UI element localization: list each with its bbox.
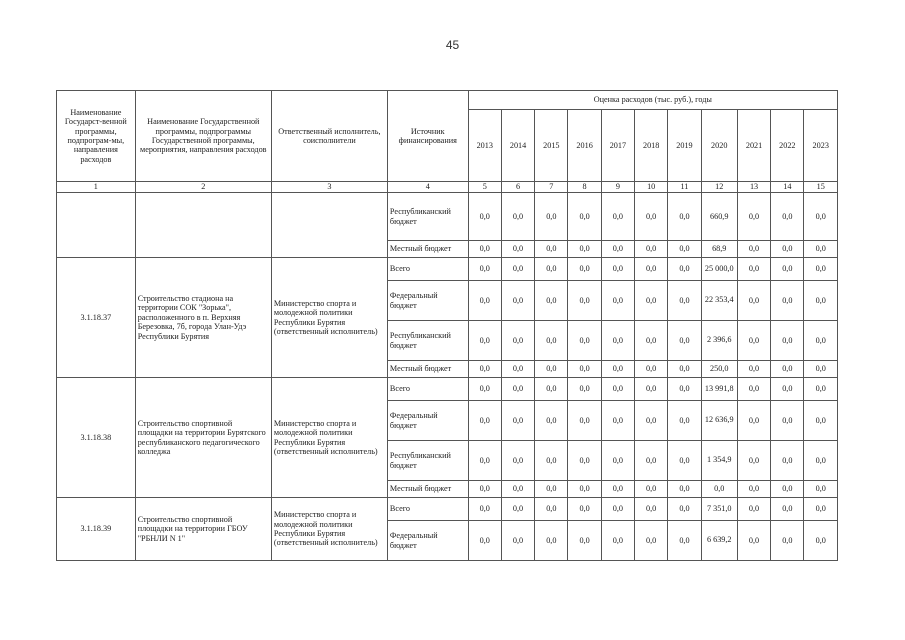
value-cell: 0,0 — [601, 241, 634, 258]
table-row — [57, 498, 838, 521]
value-cell: 0,0 — [601, 498, 634, 521]
value-cell: 0,0 — [635, 378, 668, 401]
column-number: 13 — [737, 182, 770, 193]
value-cell: 0,0 — [468, 193, 501, 241]
value-cell: 0,0 — [635, 241, 668, 258]
funding-source: Республиканский бюджет — [387, 321, 468, 361]
column-number: 4 — [387, 182, 468, 193]
value-cell: 0,0 — [771, 361, 804, 378]
year-header: 2013 — [468, 109, 501, 181]
item-executor: Министерство спорта и молодежной политики Республики Бурятия (ответственный исполнитель) — [271, 258, 387, 378]
page-number: 45 — [445, 38, 460, 52]
value-cell: 0,0 — [635, 321, 668, 361]
column-number: 1 — [57, 182, 136, 193]
value-cell: 0,0 — [535, 241, 568, 258]
value-cell: 0,0 — [804, 258, 838, 281]
value-cell: 0,0 — [501, 281, 534, 321]
column-number: 7 — [535, 182, 568, 193]
value-cell: 0,0 — [535, 378, 568, 401]
item-executor: Министерство спорта и молодежной политики Республики Бурятия (ответственный исполнитель) — [271, 498, 387, 561]
value-cell: 0,0 — [668, 481, 701, 498]
funding-source: Федеральный бюджет — [387, 401, 468, 441]
column-number: 12 — [701, 182, 737, 193]
column-number: 9 — [601, 182, 634, 193]
value-cell: 0,0 — [635, 401, 668, 441]
table-row — [57, 378, 838, 401]
value-cell: 0,0 — [635, 258, 668, 281]
value-cell: 0,0 — [568, 521, 601, 561]
value-cell: 0,0 — [568, 241, 601, 258]
value-cell: 0,0 — [771, 521, 804, 561]
table-row — [57, 258, 838, 281]
value-cell: 0,0 — [668, 521, 701, 561]
value-cell: 0,0 — [601, 361, 634, 378]
header-col2: Наименование Государственной программы, подпрограммы Государственной программы, мероприятия, направления расходов — [135, 91, 271, 182]
year-header: 2022 — [771, 109, 804, 181]
header-col3: Ответственный исполнитель, соисполнители — [271, 91, 387, 182]
year-header: 2018 — [635, 109, 668, 181]
value-cell: 0,0 — [501, 521, 534, 561]
continuation-executor — [271, 193, 387, 258]
value-cell: 0,0 — [737, 521, 770, 561]
header-expenses: Оценка расходов (тыс. руб.), годы — [468, 91, 837, 110]
header-col1: Наименование Государст-венной программы, подпрограм-мы, направления расходов — [57, 91, 136, 182]
value-cell: 0,0 — [568, 281, 601, 321]
year-header: 2021 — [737, 109, 770, 181]
value-cell: 0,0 — [635, 498, 668, 521]
value-cell: 0,0 — [804, 281, 838, 321]
value-cell: 0,0 — [635, 521, 668, 561]
value-cell: 0,0 — [568, 193, 601, 241]
value-cell: 0,0 — [668, 401, 701, 441]
value-cell: 6 639,2 — [701, 521, 737, 561]
value-cell: 0,0 — [635, 441, 668, 481]
value-cell: 0,0 — [668, 498, 701, 521]
header-col4: Источник финансирования — [387, 91, 468, 182]
column-number: 6 — [501, 182, 534, 193]
item-code: 3.1.18.38 — [57, 378, 136, 498]
value-cell: 0,0 — [568, 498, 601, 521]
item-name: Строительство стадиона на территории СОК "Зорька", расположенного в п. Верхняя Березовка, 7б, города Улан-Удэ Республики Бурятия — [135, 258, 271, 378]
value-cell: 0,0 — [601, 321, 634, 361]
value-cell: 0,0 — [535, 498, 568, 521]
value-cell: 0,0 — [601, 441, 634, 481]
column-number: 10 — [635, 182, 668, 193]
value-cell: 0,0 — [501, 378, 534, 401]
value-cell: 0,0 — [468, 241, 501, 258]
value-cell: 0,0 — [501, 498, 534, 521]
year-header: 2016 — [568, 109, 601, 181]
value-cell: 0,0 — [804, 193, 838, 241]
value-cell: 0,0 — [771, 281, 804, 321]
value-cell: 0,0 — [737, 281, 770, 321]
value-cell: 0,0 — [771, 441, 804, 481]
column-number: 8 — [568, 182, 601, 193]
value-cell: 0,0 — [737, 498, 770, 521]
value-cell: 0,0 — [771, 378, 804, 401]
value-cell: 0,0 — [535, 193, 568, 241]
year-header: 2023 — [804, 109, 838, 181]
year-header: 2015 — [535, 109, 568, 181]
value-cell: 0,0 — [771, 241, 804, 258]
value-cell: 0,0 — [771, 258, 804, 281]
value-cell: 0,0 — [501, 401, 534, 441]
value-cell: 13 991,8 — [701, 378, 737, 401]
funding-source: Федеральный бюджет — [387, 521, 468, 561]
item-name: Строительство спортивной площадки на территории Бурятского республиканского педагогического колледжа — [135, 378, 271, 498]
value-cell: 0,0 — [804, 321, 838, 361]
value-cell: 2 396,6 — [701, 321, 737, 361]
value-cell: 0,0 — [601, 521, 634, 561]
value-cell: 0,0 — [501, 361, 534, 378]
year-header: 2019 — [668, 109, 701, 181]
value-cell: 0,0 — [737, 481, 770, 498]
column-number: 5 — [468, 182, 501, 193]
value-cell: 0,0 — [468, 321, 501, 361]
value-cell: 0,0 — [804, 361, 838, 378]
item-executor: Министерство спорта и молодежной политики Республики Бурятия (ответственный исполнитель) — [271, 378, 387, 498]
funding-source: Всего — [387, 498, 468, 521]
value-cell: 0,0 — [501, 321, 534, 361]
value-cell: 0,0 — [668, 193, 701, 241]
value-cell: 0,0 — [601, 281, 634, 321]
funding-source: Всего — [387, 378, 468, 401]
value-cell: 0,0 — [804, 521, 838, 561]
continuation-name — [135, 193, 271, 258]
value-cell: 0,0 — [737, 441, 770, 481]
value-cell: 0,0 — [737, 241, 770, 258]
value-cell: 0,0 — [501, 193, 534, 241]
value-cell: 12 636,9 — [701, 401, 737, 441]
value-cell: 0,0 — [568, 441, 601, 481]
value-cell: 0,0 — [668, 321, 701, 361]
value-cell: 0,0 — [601, 193, 634, 241]
value-cell: 0,0 — [568, 258, 601, 281]
value-cell: 0,0 — [737, 361, 770, 378]
value-cell: 0,0 — [501, 258, 534, 281]
value-cell: 22 353,4 — [701, 281, 737, 321]
value-cell: 7 351,0 — [701, 498, 737, 521]
item-code: 3.1.18.37 — [57, 258, 136, 378]
value-cell: 0,0 — [568, 481, 601, 498]
value-cell: 0,0 — [468, 498, 501, 521]
value-cell: 0,0 — [771, 401, 804, 441]
value-cell: 0,0 — [737, 193, 770, 241]
funding-source: Федеральный бюджет — [387, 281, 468, 321]
value-cell: 0,0 — [635, 481, 668, 498]
value-cell: 1 354,9 — [701, 441, 737, 481]
value-cell: 0,0 — [568, 321, 601, 361]
funding-source: Местный бюджет — [387, 241, 468, 258]
value-cell: 0,0 — [468, 401, 501, 441]
item-name: Строительство спортивной площадки на территории ГБОУ "РБНЛИ N 1" — [135, 498, 271, 561]
expenses-table — [56, 90, 838, 561]
value-cell: 0,0 — [535, 361, 568, 378]
value-cell: 68,9 — [701, 241, 737, 258]
column-number: 15 — [804, 182, 838, 193]
year-header: 2020 — [701, 109, 737, 181]
value-cell: 0,0 — [804, 241, 838, 258]
value-cell: 0,0 — [535, 281, 568, 321]
value-cell: 0,0 — [771, 321, 804, 361]
value-cell: 0,0 — [771, 481, 804, 498]
value-cell: 25 000,0 — [701, 258, 737, 281]
value-cell: 0,0 — [501, 481, 534, 498]
value-cell: 0,0 — [468, 441, 501, 481]
value-cell: 660,9 — [701, 193, 737, 241]
funding-source: Местный бюджет — [387, 361, 468, 378]
value-cell: 0,0 — [804, 378, 838, 401]
value-cell: 0,0 — [668, 441, 701, 481]
funding-source: Республиканский бюджет — [387, 441, 468, 481]
value-cell: 0,0 — [535, 401, 568, 441]
value-cell: 0,0 — [804, 401, 838, 441]
value-cell: 0,0 — [701, 481, 737, 498]
value-cell: 0,0 — [568, 378, 601, 401]
value-cell: 0,0 — [468, 521, 501, 561]
continuation-code — [57, 193, 136, 258]
value-cell: 0,0 — [535, 258, 568, 281]
value-cell: 0,0 — [635, 281, 668, 321]
funding-source: Республиканский бюджет — [387, 193, 468, 241]
value-cell: 0,0 — [468, 361, 501, 378]
value-cell: 0,0 — [804, 441, 838, 481]
value-cell: 0,0 — [804, 498, 838, 521]
value-cell: 0,0 — [668, 378, 701, 401]
value-cell: 0,0 — [601, 401, 634, 441]
value-cell: 0,0 — [737, 378, 770, 401]
value-cell: 0,0 — [501, 441, 534, 481]
value-cell: 0,0 — [468, 258, 501, 281]
value-cell: 0,0 — [737, 258, 770, 281]
value-cell: 0,0 — [535, 521, 568, 561]
value-cell: 0,0 — [737, 321, 770, 361]
value-cell: 0,0 — [771, 498, 804, 521]
value-cell: 0,0 — [737, 401, 770, 441]
value-cell: 0,0 — [668, 258, 701, 281]
value-cell: 0,0 — [468, 281, 501, 321]
value-cell: 0,0 — [468, 481, 501, 498]
column-number: 14 — [771, 182, 804, 193]
column-number: 2 — [135, 182, 271, 193]
column-number: 3 — [271, 182, 387, 193]
value-cell: 0,0 — [535, 441, 568, 481]
table-row — [57, 193, 838, 241]
item-code: 3.1.18.39 — [57, 498, 136, 561]
value-cell: 0,0 — [601, 481, 634, 498]
value-cell: 0,0 — [568, 361, 601, 378]
value-cell: 0,0 — [601, 258, 634, 281]
year-header: 2014 — [501, 109, 534, 181]
value-cell: 0,0 — [635, 361, 668, 378]
value-cell: 0,0 — [601, 378, 634, 401]
value-cell: 0,0 — [535, 481, 568, 498]
value-cell: 0,0 — [668, 241, 701, 258]
value-cell: 0,0 — [771, 193, 804, 241]
value-cell: 0,0 — [568, 401, 601, 441]
funding-source: Всего — [387, 258, 468, 281]
value-cell: 0,0 — [468, 378, 501, 401]
value-cell: 0,0 — [535, 321, 568, 361]
value-cell: 0,0 — [804, 481, 838, 498]
value-cell: 0,0 — [635, 193, 668, 241]
value-cell: 0,0 — [668, 361, 701, 378]
column-number: 11 — [668, 182, 701, 193]
funding-source: Местный бюджет — [387, 481, 468, 498]
value-cell: 0,0 — [501, 241, 534, 258]
value-cell: 250,0 — [701, 361, 737, 378]
value-cell: 0,0 — [668, 281, 701, 321]
year-header: 2017 — [601, 109, 634, 181]
